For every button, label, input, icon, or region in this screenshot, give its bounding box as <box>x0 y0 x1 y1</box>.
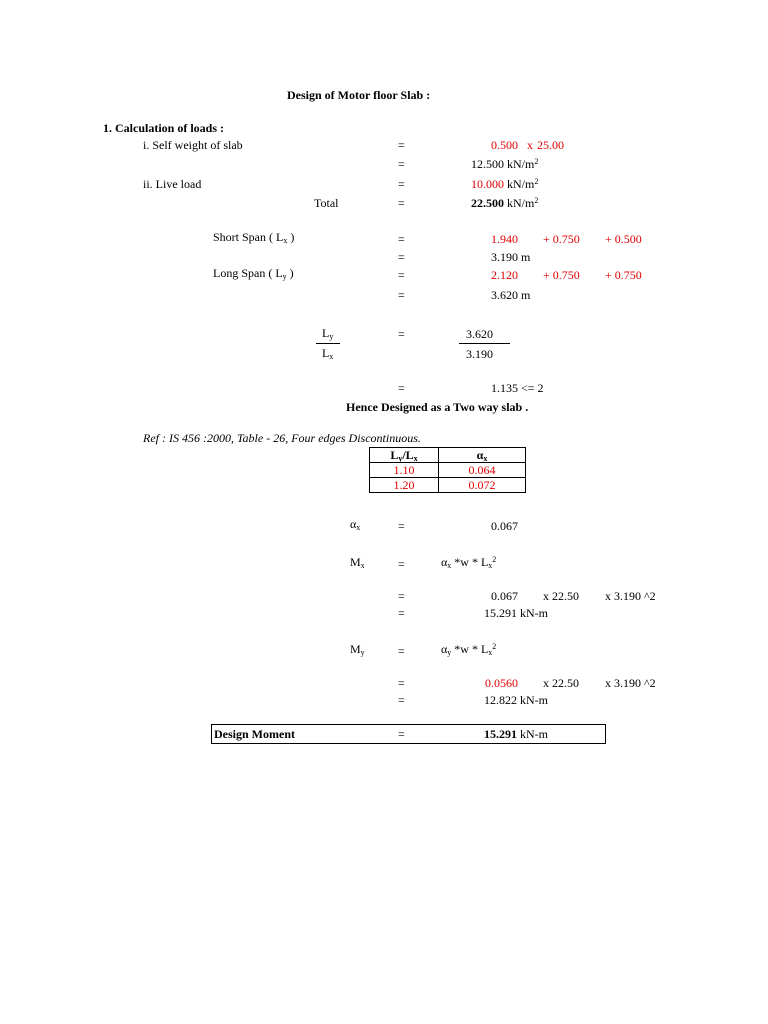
alpha-x-symbol: $\alpha_x$ <box>350 517 361 532</box>
mx-formula: $\alpha_x$ $*w * L_x^2$ <box>441 555 497 570</box>
my-result: 12.822 kN-m <box>484 693 548 707</box>
live-load-value: 10.000 $kN/m^2$ <box>471 177 539 191</box>
table-header-alpha: $\alpha_x$ <box>439 448 526 463</box>
long-span-clear: 2.120 <box>491 268 518 282</box>
equals-sign: = <box>398 177 405 191</box>
equals-sign: = <box>398 693 405 707</box>
equals-sign: = <box>398 606 405 620</box>
mx-coefficient: 0.067 <box>491 589 518 603</box>
ratio-numerator: 3.620 <box>466 327 493 341</box>
design-moment-label: Design Moment <box>214 727 295 741</box>
equals-sign: = <box>398 644 405 658</box>
equals-sign: = <box>398 268 405 282</box>
equals-sign: = <box>398 327 405 341</box>
table-row <box>370 463 526 478</box>
table-cell: 1.20 <box>370 478 439 493</box>
ratio-result: 1.135 <= 2 <box>491 381 544 395</box>
my-span: x 3.190 ^2 <box>605 676 656 690</box>
equals-sign: = <box>398 589 405 603</box>
mx-symbol: $M_x$ <box>350 555 365 570</box>
total-label: Total <box>314 196 339 210</box>
ratio-fraction-bar <box>459 343 510 344</box>
code-reference: Ref : IS 456 :2000, Table - 26, Four edges Discontinuous. <box>143 431 421 445</box>
equals-sign: = <box>398 138 405 152</box>
equals-sign: = <box>398 288 405 302</box>
my-coefficient: 0.0560 <box>485 676 518 690</box>
short-span-add-2: + 0.500 <box>605 232 642 246</box>
equals-sign: = <box>398 727 405 741</box>
ratio-numerator-symbol: $L_y$ <box>322 326 334 341</box>
my-formula: $\alpha_y$ $*w * L_x^2$ <box>441 642 497 657</box>
ratio-denominator-symbol: $L_x$ <box>322 346 334 361</box>
long-span-label: Long Span ( $L_y$ ) <box>213 266 294 281</box>
table-cell: 0.072 <box>439 478 526 493</box>
long-span-add-2: + 0.750 <box>605 268 642 282</box>
mx-load: x 22.50 <box>543 589 579 603</box>
live-load-label: ii. Live load <box>143 177 202 191</box>
ratio-fraction-bar-left <box>316 343 340 344</box>
equals-sign: = <box>398 519 405 533</box>
self-weight-times: x <box>527 138 533 152</box>
equals-sign: = <box>398 250 405 264</box>
self-weight-label: i. Self weight of slab <box>143 138 243 152</box>
short-span-label: Short Span ( $L_x$ ) <box>213 230 295 245</box>
moment-coefficient-table <box>369 447 526 493</box>
my-load: x 22.50 <box>543 676 579 690</box>
page-title: Design of Motor floor Slab : <box>287 88 431 102</box>
table-cell: 1.10 <box>370 463 439 478</box>
table-header-ratio: $L_y/L_x$ <box>370 448 439 463</box>
equals-sign: = <box>398 196 405 210</box>
table-row <box>370 478 526 493</box>
equals-sign: = <box>398 676 405 690</box>
design-moment-value: 15.291 kN-m <box>484 727 548 741</box>
slab-type-conclusion: Hence Designed as a Two way slab . <box>346 400 529 414</box>
self-weight-result: 12.500 $kN/m^2$ <box>471 157 539 171</box>
total-value: 22.500 $kN/m^2$ <box>471 196 539 210</box>
long-span-result: 3.620 m <box>491 288 531 302</box>
self-weight-density: 25.00 <box>537 138 564 152</box>
self-weight-thickness: 0.500 <box>491 138 518 152</box>
alpha-x-value: 0.067 <box>491 519 518 533</box>
equals-sign: = <box>398 232 405 246</box>
my-symbol: $M_y$ <box>350 642 365 657</box>
table-cell: 0.064 <box>439 463 526 478</box>
mx-result: 15.291 kN-m <box>484 606 548 620</box>
equals-sign: = <box>398 557 405 571</box>
ratio-denominator: 3.190 <box>466 347 493 361</box>
mx-span: x 3.190 ^2 <box>605 589 656 603</box>
equals-sign: = <box>398 157 405 171</box>
equals-sign: = <box>398 381 405 395</box>
short-span-add-1: + 0.750 <box>543 232 580 246</box>
short-span-clear: 1.940 <box>491 232 518 246</box>
long-span-add-1: + 0.750 <box>543 268 580 282</box>
short-span-result: 3.190 m <box>491 250 531 264</box>
section-heading-loads: 1. Calculation of loads : <box>103 121 225 135</box>
